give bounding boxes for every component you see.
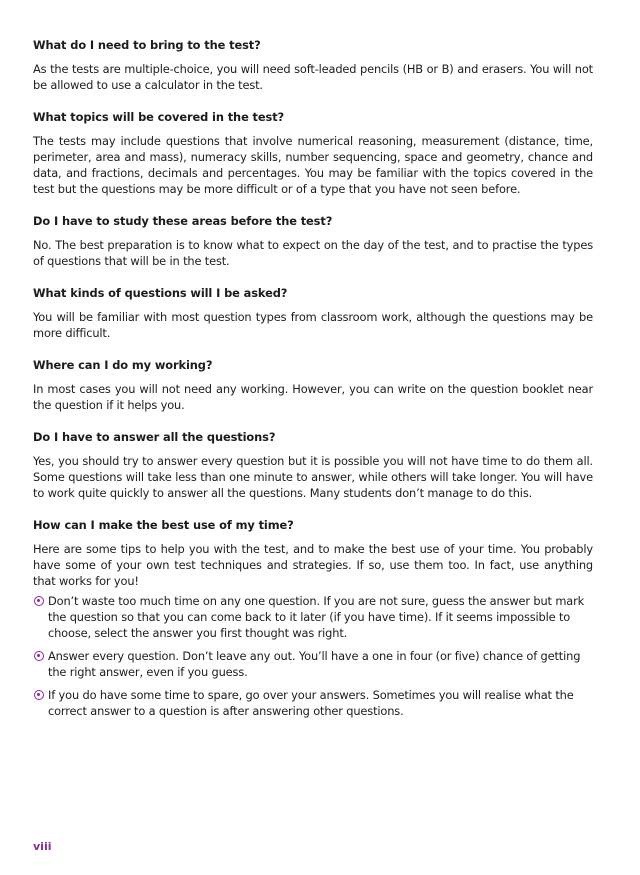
tips-intro: Here are some tips to help you with the test, and to make the best use of your time. You probably have some of your own test techniques and strategies. If so, use them too. In fact, use anything that works for you! (33, 542, 593, 588)
page-content (33, 37, 593, 726)
question-heading: How can I make the best use of my time? (33, 518, 294, 532)
answer-text: Yes, you should try to answer every question but it is possible you will not have time to do them all. Some questions will take less than one minute to answer, while others will take longer. You will have to work quite quickly to answer all the questions. Many students don’t manage to do this. (33, 454, 593, 500)
answer-text: The tests may include questions that involve numerical reasoning, measurement (distance, time, perimeter, area and mass), numeracy skills, number sequencing, space and geometry, chance and data, and fractions, decimals and percentages. You may be familiar with the topics covered in the test but the questions may be more difficult or of a type that you have not seen before. (33, 134, 593, 196)
question-heading: What kinds of questions will I be asked? (33, 286, 288, 300)
question-heading: Where can I do my working? (33, 358, 213, 372)
tip-text: Don’t waste too much time on any one question. If you are not sure, guess the answer but mark the question so that you can come back to it later (if you have time). If it seems impossible to choose, select the answer you first thought was right. (48, 594, 585, 640)
tip-text: Answer every question. Don’t leave any out. You’ll have a one in four (or five) chance of getting the right answer, even if you guess. (48, 649, 581, 679)
faq-bring (33, 37, 593, 93)
answer-text: No. The best preparation is to know what to expect on the day of the test, and to practise the types of questions that will be in the test. (33, 238, 593, 268)
faq-answer-all (33, 429, 593, 501)
list-item (33, 648, 593, 680)
tip-text: If you do have some time to spare, go over your answers. Sometimes you will realise what the correct answer to a question is after answering other questions. (48, 688, 574, 718)
faq-working (33, 357, 593, 413)
faq-question-kinds (33, 285, 593, 341)
question-heading: Do I have to study these areas before the test? (33, 214, 333, 228)
question-heading: What do I need to bring to the test? (33, 38, 261, 52)
tips-list (33, 593, 593, 719)
question-heading: What topics will be covered in the test? (33, 110, 285, 124)
ring-bullet-icon (34, 651, 44, 661)
answer-text: In most cases you will not need any working. However, you can write on the question booklet near the question if it helps you. (33, 382, 593, 412)
ring-bullet-icon (34, 596, 44, 606)
faq-study (33, 213, 593, 269)
faq-time (33, 517, 593, 719)
ring-bullet-icon (34, 690, 44, 700)
answer-text: You will be familiar with most question types from classroom work, although the questions may be more difficult. (33, 310, 593, 340)
list-item (33, 593, 593, 641)
faq-topics (33, 109, 593, 197)
answer-text: As the tests are multiple-choice, you will need soft-leaded pencils (HB or B) and erasers. You will not be allowed to use a calculator in the test. (33, 62, 593, 92)
page-number: viii (33, 840, 52, 853)
question-heading: Do I have to answer all the questions? (33, 430, 276, 444)
list-item (33, 687, 593, 719)
